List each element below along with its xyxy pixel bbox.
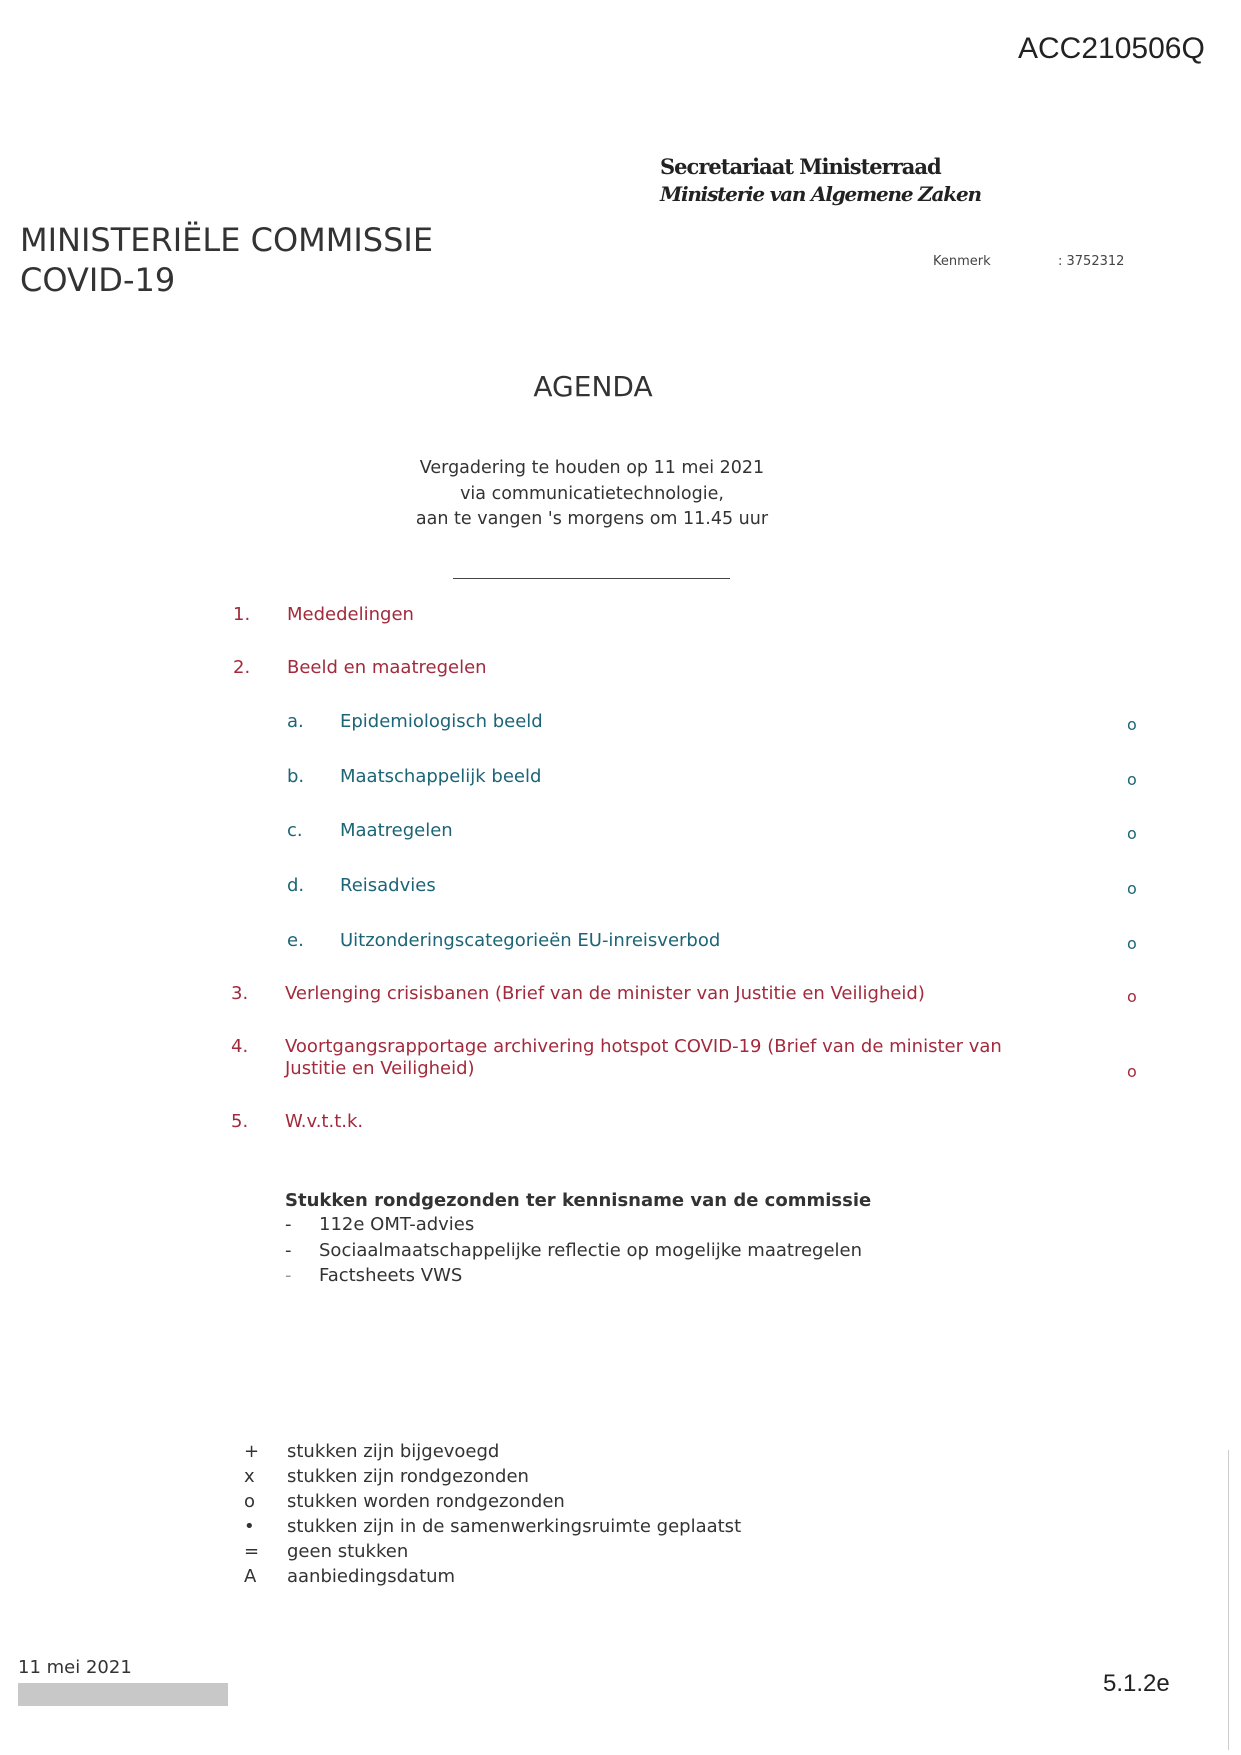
item-number: 2. <box>233 657 251 678</box>
legend-symbol: x <box>244 1466 255 1487</box>
subitem-letter: a. <box>287 711 304 732</box>
agenda-subitem: Epidemiologisch beeld <box>340 711 543 732</box>
document-id: ACC210506Q <box>1018 32 1205 65</box>
redaction-box <box>18 1683 228 1706</box>
status-mark: o <box>1127 1062 1137 1081</box>
bullet: - <box>285 1240 292 1261</box>
legend-text: stukken zijn bijgevoegd <box>287 1441 500 1462</box>
status-mark: o <box>1127 987 1137 1006</box>
circulated-item: 112e OMT-advies <box>319 1214 475 1235</box>
scan-edge-line <box>1228 1450 1229 1750</box>
kenmerk-label: Kenmerk <box>933 254 991 269</box>
legend-symbol: = <box>244 1541 260 1562</box>
item-number: 4. <box>231 1036 249 1057</box>
status-mark: o <box>1127 934 1137 953</box>
agenda-subitem: Maatregelen <box>340 820 453 841</box>
circulated-item: Factsheets VWS <box>319 1265 463 1286</box>
status-mark: o <box>1127 715 1137 734</box>
meeting-line-2: via communicatietechnologie, <box>460 483 724 504</box>
subitem-letter: e. <box>287 930 304 951</box>
circulated-item: Sociaalmaatschappelijke reflectie op mogelijke maatregelen <box>319 1240 863 1261</box>
meeting-info <box>0 456 1184 533</box>
bullet: - <box>285 1265 292 1286</box>
legend-text: aanbiedingsdatum <box>287 1566 456 1587</box>
item-number: 3. <box>231 983 249 1004</box>
agenda-subitem: Reisadvies <box>340 875 436 896</box>
legend-symbol: • <box>244 1516 255 1537</box>
agenda-subitem: Maatschappelijk beeld <box>340 766 542 787</box>
status-mark: o <box>1127 879 1137 898</box>
title-line-2: COVID-19 <box>20 261 176 299</box>
agenda-item: Mededelingen <box>287 604 414 625</box>
footer-date: 11 mei 2021 <box>18 1657 132 1678</box>
agenda-item: Beeld en maatregelen <box>287 657 487 678</box>
legend-symbol: A <box>244 1566 257 1587</box>
meeting-line-1: Vergadering te houden op 11 mei 2021 <box>419 458 765 478</box>
status-mark: o <box>1127 770 1137 789</box>
agenda-item: Voortgangsrapportage archivering hotspot COVID-19 (Brief van de minister van <box>285 1036 1002 1057</box>
legend-text: stukken zijn rondgezonden <box>287 1466 529 1487</box>
bullet: - <box>285 1214 292 1235</box>
legend-text: stukken zijn in de samenwerkingsruimte geplaatst <box>287 1516 742 1537</box>
org-name: Secretariaat Ministerraad <box>660 154 941 179</box>
legend-text: geen stukken <box>287 1541 409 1562</box>
subitem-letter: c. <box>287 820 303 841</box>
item-number: 1. <box>233 604 251 625</box>
circulated-heading: Stukken rondgezonden ter kennisname van de commissie <box>285 1190 872 1211</box>
agenda-item-continued: Justitie en Veiligheid) <box>285 1058 475 1079</box>
page-heading: AGENDA <box>533 370 653 403</box>
ministry-name: Ministerie van Algemene Zaken <box>660 182 981 206</box>
legend-symbol: + <box>244 1441 260 1462</box>
title-line-1: MINISTERIËLE COMMISSIE <box>20 221 434 259</box>
agenda-item: Verlenging crisisbanen (Brief van de minister van Justitie en Veiligheid) <box>285 983 925 1004</box>
agenda-subitem: Uitzonderingscategorieën EU-inreisverbod <box>340 930 721 951</box>
subitem-letter: b. <box>287 766 305 787</box>
kenmerk-value: : 3752312 <box>1058 254 1125 269</box>
status-mark: o <box>1127 824 1137 843</box>
agenda-item: W.v.t.t.k. <box>285 1111 364 1132</box>
subitem-letter: d. <box>287 875 305 896</box>
legend-text: stukken worden rondgezonden <box>287 1491 565 1512</box>
divider <box>453 578 730 579</box>
redaction-code: 5.1.2e <box>1103 1670 1170 1697</box>
committee-title <box>20 220 433 300</box>
meeting-line-3: aan te vangen 's morgens om 11.45 uur <box>415 509 769 529</box>
item-number: 5. <box>231 1111 249 1132</box>
legend-symbol: o <box>244 1491 256 1512</box>
